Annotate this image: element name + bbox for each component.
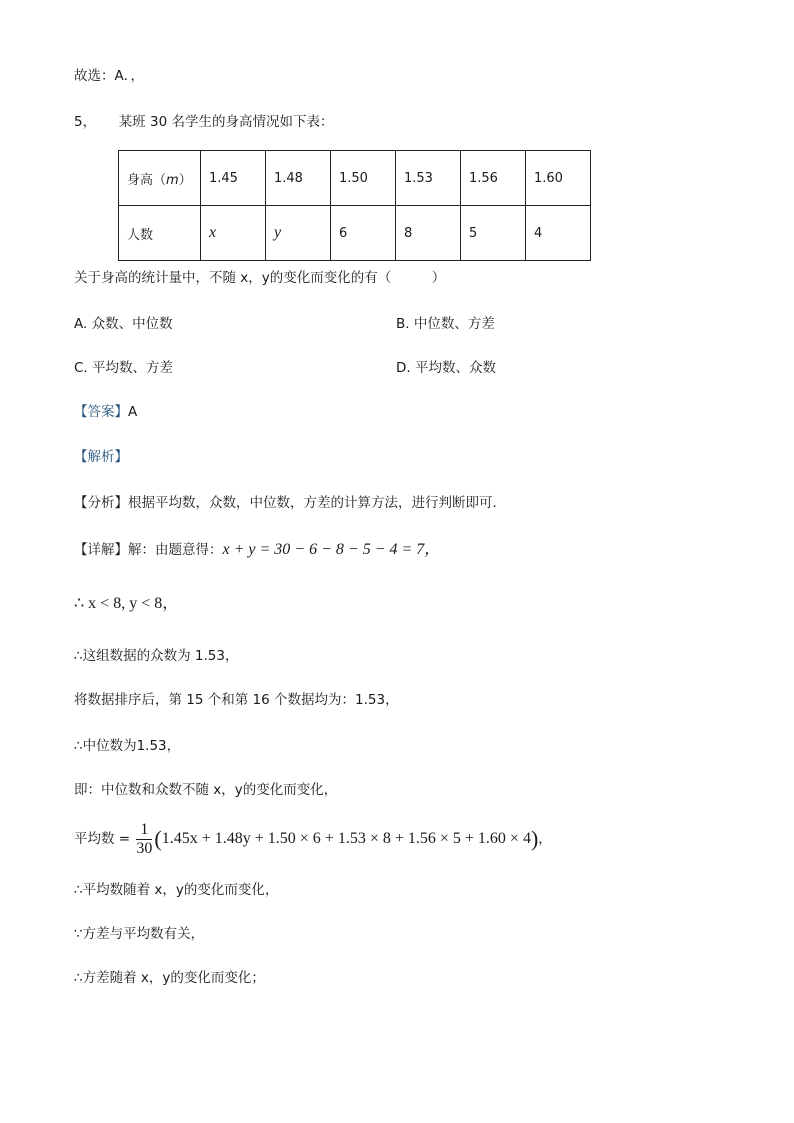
- table-cell: 1.45: [201, 151, 266, 206]
- table-row: [119, 151, 591, 206]
- table-cell: 1.60: [526, 151, 591, 206]
- table-cell: 1.50: [331, 151, 396, 206]
- option-b: B. 中位数、方差: [396, 316, 495, 332]
- table-cell: 5: [461, 206, 526, 261]
- table-cell: y: [266, 206, 331, 261]
- detail-line-8: ∴平均数随着 x，y的变化而变化，: [74, 882, 279, 898]
- summary-label: 【分析】: [74, 495, 128, 511]
- detail-line-4: 将数据排序后，第 15 个和第 16 个数据均为：1.53，: [74, 692, 399, 708]
- analysis-summary: [74, 493, 506, 513]
- answer-line: [74, 402, 137, 422]
- summary-text: 根据平均数，众数，中位数，方差的计算方法，进行判断即可．: [128, 495, 506, 511]
- table-header-cell: 身高（m）: [119, 151, 201, 206]
- detail-line-5: ∴中位数为1.53，: [74, 738, 181, 754]
- detail-line-2: ∴ x < 8, y < 8，: [74, 595, 179, 612]
- fraction: $\frac{1}{30}$: [136, 820, 153, 857]
- detail-line-3: ∴这组数据的众数为 1.53，: [74, 648, 239, 664]
- option-a: A. 众数、中位数: [74, 316, 173, 332]
- table-cell: 8: [396, 206, 461, 261]
- question-prompt: 关于身高的统计量中，不随 x，y的变化而变化的有（ ）: [74, 270, 446, 286]
- option-c: C. 平均数、方差: [74, 360, 174, 376]
- table-cell: 4: [526, 206, 591, 261]
- question-stem: [74, 112, 333, 132]
- detail-line-6: 即：中位数和众数不随 x，y的变化而变化，: [74, 782, 338, 798]
- detail-line-1: 【详解】解：由题意得：x + y = 30 − 6 − 8 − 5 − 4 = 7，: [74, 541, 441, 558]
- previous-answer: 故选：A．，: [74, 68, 144, 84]
- option-d: D. 平均数、众数: [396, 360, 496, 376]
- table-cell: 1.56: [461, 151, 526, 206]
- analysis-heading: 【解析】: [74, 449, 128, 465]
- detail-line-10: ∴方差随着 x，y的变化而变化；: [74, 970, 265, 986]
- table-row: [119, 206, 591, 261]
- question-number: 5，: [74, 114, 97, 130]
- table-header-cell: 人数: [119, 206, 201, 261]
- table-cell: 6: [331, 206, 396, 261]
- mean-formula: 平均数 = $\frac{1}{30}$ (1.45x + 1.48y + 1.50 × 6 + 1.53 × 8 + 1.56 × 5 + 1.60 × 4)，: [74, 820, 552, 857]
- table-cell: 1.48: [266, 151, 331, 206]
- answer-value: A: [128, 404, 138, 420]
- answer-label: 【答案】: [74, 404, 128, 420]
- table-cell: x: [201, 206, 266, 261]
- question-text: 某班 30 名学生的身高情况如下表：: [118, 114, 334, 130]
- detail-line-9: ∵方差与平均数有关，: [74, 926, 205, 942]
- detail-label: 【详解】: [74, 542, 128, 558]
- equation-sum: x + y = 30 − 6 − 8 − 5 − 4 = 7，: [222, 541, 441, 558]
- height-table: [118, 150, 591, 261]
- mean-expression: 1.45x + 1.48y + 1.50 × 6 + 1.53 × 8 + 1.56 × 5 + 1.60 × 4: [161, 830, 531, 847]
- table-cell: 1.53: [396, 151, 461, 206]
